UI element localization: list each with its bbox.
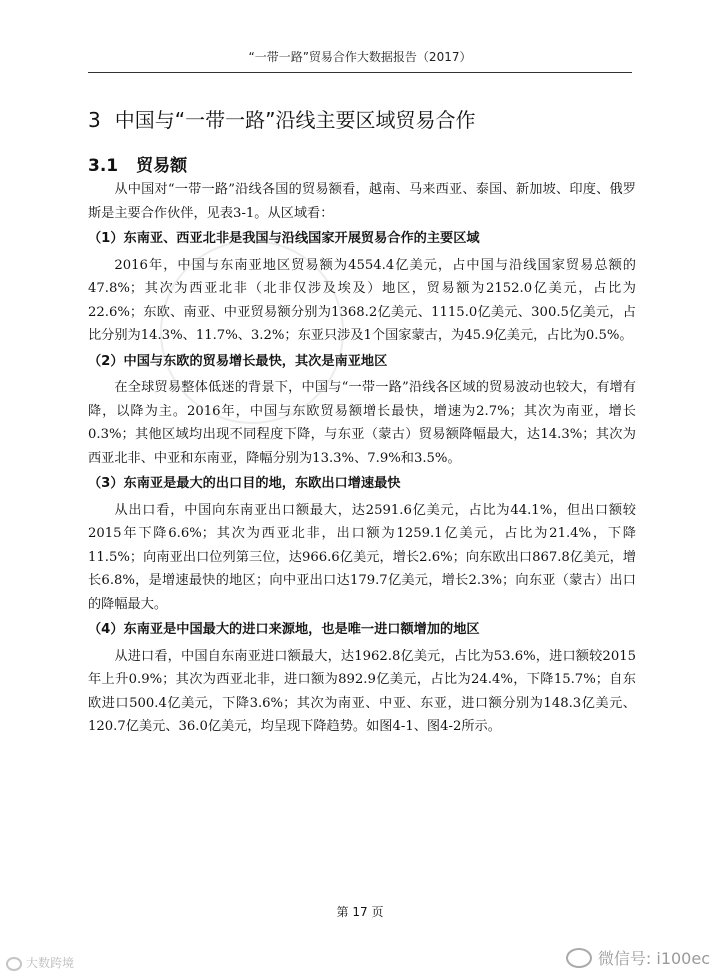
subsection-1-title: （1）东南亚、西亚北非是我国与沿线国家开展贸易合作的主要区域 — [88, 231, 480, 246]
chapter-heading — [88, 104, 648, 133]
subsection-4-paragraph: 从进口看，中国自东南亚进口额最大，达1962.8亿美元，占比为53.6%，进口额较2015年上升0.9%；其次为西亚北非，进口额为892.9亿美元，占比为24.4%，下降15.7%；自东欧进口500.4亿美元，下降3.6%；其次为南亚、中亚、东亚，进口额分别为148.3亿美元、120.7亿美元、36.0亿美元，均呈现下降趋势。如图4-1、图4-2所示。 — [88, 648, 636, 734]
intro-paragraph: 从中国对“一带一路”沿线各国的贸易额看，越南、马来西亚、泰国、新加坡、印度、俄罗斯是主要合作伙伴，见表3-1。从区域看： — [88, 182, 636, 221]
wechat-id-text: 微信号: i100ec — [597, 949, 710, 968]
section-heading — [88, 151, 187, 176]
section-number: 3.1 — [88, 156, 119, 176]
weibo-icon — [6, 957, 22, 971]
subsection-2-paragraph: 在全球贸易整体低迷的背景下，中国与“一带一路”沿线各区域的贸易波动也较大，有增有降，以降为主。2016年，中国与东欧贸易额增长最快，增速为2.7%；其次为南亚，增长0.3%；其他区域均出现不同程度下降，与东亚（蒙古）贸易额降幅最大，达14.3%；其次为西亚北非、中亚和东南亚，降幅分别为13.3%、7.9%和3.5%。 — [88, 380, 636, 466]
subsection-1-paragraph: 2016年，中国与东南亚地区贸易额为4554.4亿美元，占中国与沿线国家贸易总额的47.8%；其次为西亚北非（北非仅涉及埃及）地区，贸易额为2152.0亿美元，占比为22.6%；东欧、南亚、中亚贸易额分别为1368.2亿美元、1115.0亿美元、300.5亿美元，占比分别为14.3%、11.7%、3.2%；东亚只涉及1个国家蒙古，为45.9亿美元，占比为0.5%。 — [88, 257, 636, 343]
header-rule — [88, 72, 632, 73]
subsection-3-paragraph: 从出口看，中国向东南亚出口额最大，达2591.6亿美元，占比为44.1%，但出口额较2015年下降6.6%；其次为西亚北非，出口额为1259.1亿美元，占比为21.4%，下降11.5%；向南亚出口位列第三位，达966.6亿美元，增长2.6%；向东欧出口867.8亿美元，增长6.8%，是增速最快的地区；向中亚出口达179.7亿美元，增长2.3%；向东亚（蒙古）出口的降幅最大。 — [88, 502, 636, 612]
chapter-title: 中国与“一带一路”沿线主要区域贸易合作 — [114, 108, 476, 132]
subsection-3-title: （3）东南亚是最大的出口目的地，东欧出口增速最快 — [88, 476, 401, 491]
wechat-watermark — [566, 946, 710, 969]
chapter-number: 3 — [88, 108, 101, 132]
page-number: 第 17 页 — [336, 905, 384, 919]
stamp-watermark — [160, 240, 344, 424]
wechat-icon — [566, 948, 592, 968]
section-title: 贸易额 — [136, 156, 188, 176]
running-header: “一带一路”贸易合作大数据报告（2017） — [248, 50, 472, 64]
source-watermark — [6, 954, 74, 971]
subsection-2-title: （2）中国与东欧的贸易增长最快，其次是南亚地区 — [88, 353, 388, 369]
subsection-4-title: （4）东南亚是中国最大的进口来源地，也是唯一进口额增加的地区 — [88, 622, 480, 637]
source-watermark-text: 大数跨境 — [26, 956, 75, 970]
body-content — [88, 178, 636, 739]
